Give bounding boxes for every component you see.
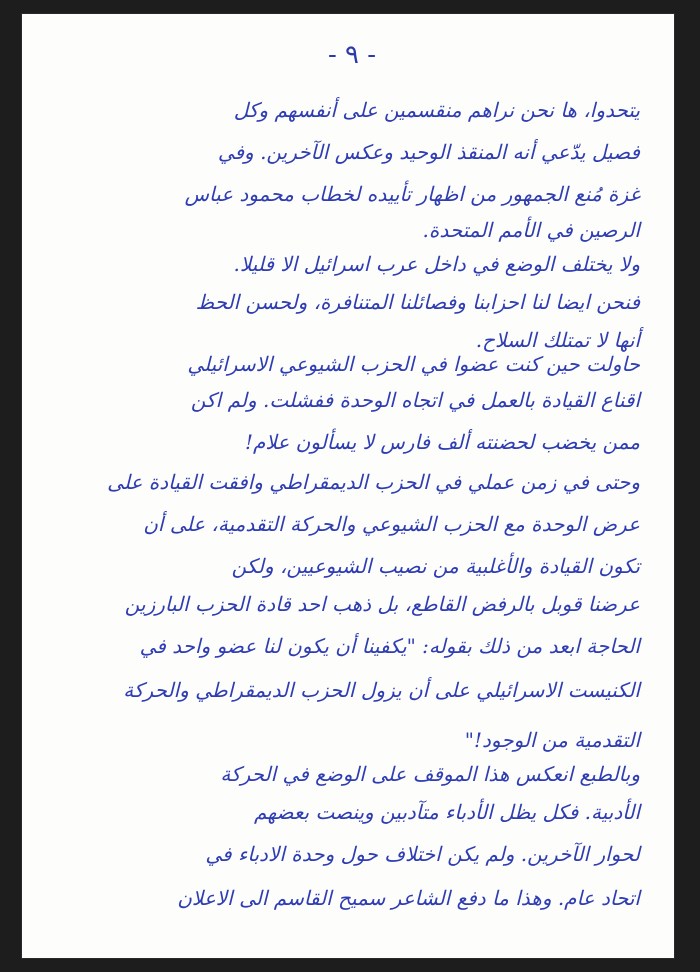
page-number: - ٩ -	[327, 40, 377, 70]
text-line: الأدبية. فكل يظل الأدباء متآدبين وينصت بعضهم	[254, 800, 640, 824]
text-line: اتحاد عام. وهذا ما دفع الشاعر سميح القاسم الى الاعلان	[177, 886, 640, 910]
text-line: الحاجة ابعد من ذلك بقوله: "يكفينا أن يكون لنا عضو واحد في	[139, 634, 640, 658]
text-line: يتحدوا، ها نحن نراهم منقسمين على أنفسهم وكل	[233, 98, 640, 122]
text-line: وحتى في زمن عملي في الحزب الديمقراطي وافقت القيادة على	[107, 470, 640, 494]
text-line: التقدمية من الوجود!"	[464, 728, 640, 752]
text-line: اقناع القيادة بالعمل في اتجاه الوحدة ففشلت. ولم اكن	[190, 388, 640, 412]
text-line: ولا يختلف الوضع في داخل عرب اسرائيل الا قليلا.	[233, 252, 640, 276]
text-line: ممن يخضب لحضنته ألف فارس لا يسألون علام!	[245, 430, 640, 454]
handwritten-text-body	[22, 14, 674, 958]
text-line: فنحن ايضا لنا احزابنا وفصائلنا المتنافرة، ولحسن الحظ	[195, 290, 640, 314]
text-line: لحوار الآخرين. ولم يكن اختلاف حول وحدة الادباء في	[205, 842, 640, 866]
text-line: حاولت حين كنت عضوا في الحزب الشيوعي الاسرائيلي	[187, 352, 640, 376]
document-page	[22, 14, 674, 958]
text-line: الكنيست الاسرائيلي على أن يزول الحزب الديمقراطي والحركة	[123, 678, 640, 702]
text-line: فصيل يدّعي أنه المنقذ الوحيد وعكس الآخرين. وفي	[217, 140, 640, 164]
text-line: الرصين في الأمم المتحدة.	[422, 218, 640, 242]
text-line: وبالطبع انعكس هذا الموقف على الوضع في الحركة	[220, 762, 640, 786]
text-line: عرض الوحدة مع الحزب الشيوعي والحركة التقدمية، على أن	[143, 512, 640, 536]
text-line: أنها لا تمتلك السلاح.	[475, 328, 640, 352]
text-line: عرضنا قوبل بالرفض القاطع، بل ذهب احد قادة الحزب البارزين	[124, 592, 640, 616]
text-line: غزة مُنع الجمهور من اظهار تأييده لخطاب محمود عباس	[184, 182, 640, 206]
text-line: تكون القيادة والأغلبية من نصيب الشيوعيين، ولكن	[231, 554, 640, 578]
